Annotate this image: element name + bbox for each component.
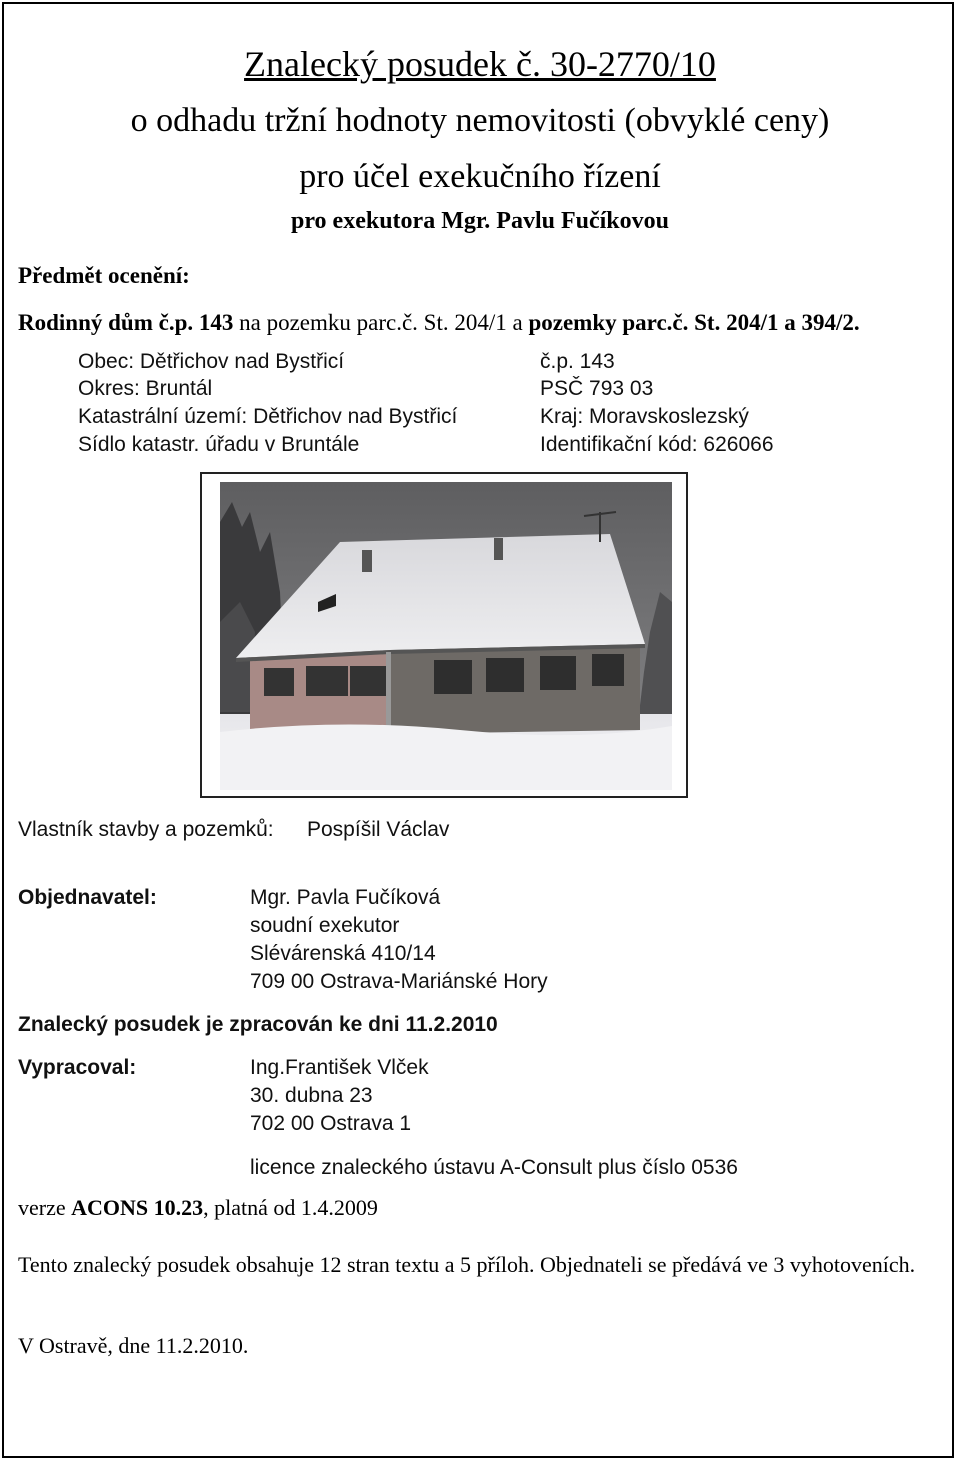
document-note: Tento znalecký posudek obsahuje 12 stran textu a 5 příloh. Objednateli se předává ve 3 vyhotoveních. <box>18 1252 916 1277</box>
version-suffix: , platná od 1.4.2009 <box>203 1195 378 1220</box>
author-name: Ing.František Vlček <box>250 1056 429 1079</box>
valuation-date: Znalecký posudek je zpracován ke dni 11.2.2010 <box>18 1013 498 1036</box>
identification-code: Identifikační kód: 626066 <box>540 433 774 456</box>
document-subtitle: o odhadu tržní hodnoty nemovitosti (obvyklé ceny) <box>130 102 830 139</box>
client-name: Mgr. Pavla Fučíková <box>250 886 441 909</box>
author-label: Vypracoval: <box>18 1056 137 1079</box>
property-photo-frame <box>200 472 688 798</box>
document-purpose: pro účel exekučního řízení <box>299 158 661 195</box>
municipality: Obec: Dětřichov nad Bystřicí <box>78 350 345 373</box>
software-version <box>18 1197 378 1219</box>
cadastral-area: Katastrální území: Dětřichov nad Bystřicí <box>78 405 458 428</box>
license-line: licence znaleckého ústavu A-Consult plus číslo 0536 <box>250 1156 738 1179</box>
client-street: Slévárenská 410/14 <box>250 942 436 965</box>
document-title: Znalecký posudek č. 30-2770/10 <box>244 44 716 84</box>
author-city: 702 00 Ostrava 1 <box>250 1112 412 1135</box>
client-label: Objednavatel: <box>18 886 157 909</box>
property-photo <box>220 482 672 790</box>
version-name: ACONS 10.23 <box>71 1195 204 1220</box>
document-recipient: pro exekutora Mgr. Pavlu Fučíkovou <box>290 208 669 234</box>
author-street: 30. dubna 23 <box>250 1084 373 1107</box>
subject-land-text: na pozemku parc.č. St. 204/1 a <box>233 310 529 335</box>
subject-heading: Předmět ocenění: <box>18 263 190 288</box>
client-role: soudní exekutor <box>250 914 400 937</box>
region: Kraj: Moravskoslezský <box>540 405 749 428</box>
client-city: 709 00 Ostrava-Mariánské Hory <box>250 970 548 993</box>
subject-description <box>18 311 860 334</box>
subject-building: Rodinný dům č.p. 143 <box>18 310 234 335</box>
subject-parcels: pozemky parc.č. St. 204/1 a 394/2. <box>528 310 860 335</box>
postal-code: PSČ 793 03 <box>540 377 654 400</box>
district: Okres: Bruntál <box>78 377 213 400</box>
house-number: č.p. 143 <box>540 350 615 373</box>
owner-name: Pospíšil Václav <box>307 818 450 841</box>
version-prefix: verze <box>18 1195 72 1220</box>
signoff: V Ostravě, dne 11.2.2010. <box>18 1333 249 1358</box>
cadastral-office: Sídlo katastr. úřadu v Bruntále <box>78 433 360 456</box>
owner-label: Vlastník stavby a pozemků: <box>18 818 274 841</box>
